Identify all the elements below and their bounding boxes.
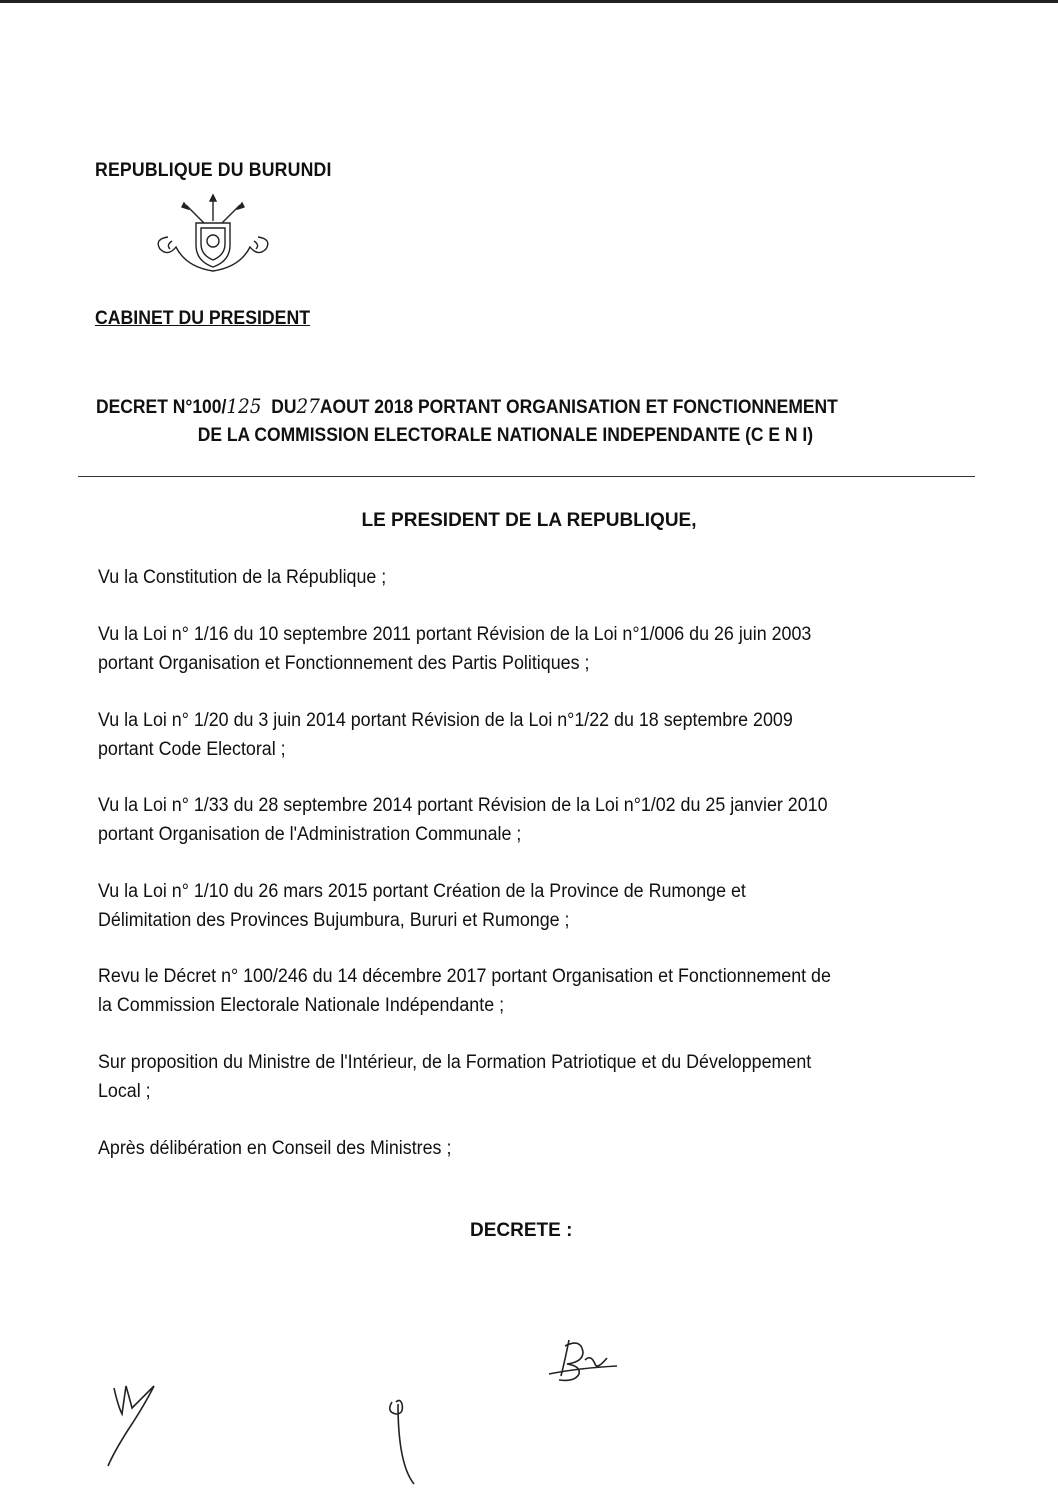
paragraph-line: Vu la Constitution de la République ; [98,567,387,588]
title-divider [78,476,975,477]
paragraph-deliberation [98,1134,899,1163]
paragraph-line: Sur proposition du Ministre de l'Intérieur, de la Formation Patriotique et du Développement [98,1052,812,1073]
decree-title-line2: DE LA COMMISSION ELECTORALE NATIONALE INDEPENDANTE (C E N I) [197,425,814,446]
paragraph-line: portant Organisation et Fonctionnement des Partis Politiques ; [98,653,590,674]
paragraph-line: Vu la Loi n° 1/10 du 26 mars 2015 portant Création de la Province de Rumonge et [98,881,746,902]
decree-title-prefix: DECRET N°100/ [96,397,227,418]
paragraph-loi-1-20 [98,706,899,764]
paragraph-line: Revu le Décret n° 100/246 du 14 décembre 2017 portant Organisation et Fonctionnement de [98,966,831,987]
decree-title [96,392,906,450]
president-heading: LE PRESIDENT DE LA REPUBLIQUE, [361,510,697,531]
country-header: REPUBLIQUE DU BURUNDI [95,160,332,181]
paragraph-line: Vu la Loi n° 1/20 du 3 juin 2014 portant Révision de la Loi n°1/22 du 18 septembre 2009 [98,710,793,731]
paragraph-loi-1-33 [98,791,899,849]
paragraph-loi-1-10 [98,877,899,935]
paragraph-line: Délimitation des Provinces Bujumbura, Bururi et Rumonge ; [98,910,570,931]
initial-signature-2 [378,1390,428,1490]
paragraph-proposition [98,1048,899,1106]
paragraph-revu-decret [98,962,899,1020]
paragraph-line: la Commission Electorale Nationale Indépendante ; [98,995,505,1016]
paragraph-constitution [98,563,899,592]
handwritten-decree-day: 27 [296,394,320,418]
paragraph-line: Après délibération en Conseil des Ministres ; [98,1138,452,1159]
cabinet-header: CABINET DU PRESIDENT [95,308,311,329]
initial-signature-1 [100,1370,170,1470]
paragraph-loi-1-16 [98,620,899,678]
decree-title-du: DU [271,397,297,418]
decrete-heading: DECRETE : [470,1220,573,1241]
paragraph-line: portant Organisation de l'Administration Communale ; [98,824,522,845]
burundi-coat-of-arms-icon [148,193,278,283]
paragraph-line: Local ; [98,1081,151,1102]
paragraph-line: Vu la Loi n° 1/33 du 28 septembre 2014 portant Révision de la Loi n°1/02 du 25 janvier 2010 [98,795,828,816]
decree-title-rest: AOUT 2018 PORTANT ORGANISATION ET FONCTIONNEMENT [319,397,838,418]
initial-signature-3 [545,1330,625,1390]
paragraph-line: portant Code Electoral ; [98,739,286,760]
scan-top-border [0,0,1058,3]
handwritten-decree-number: 125 [226,394,262,418]
paragraph-line: Vu la Loi n° 1/16 du 10 septembre 2011 portant Révision de la Loi n°1/006 du 26 juin 2003 [98,624,812,645]
